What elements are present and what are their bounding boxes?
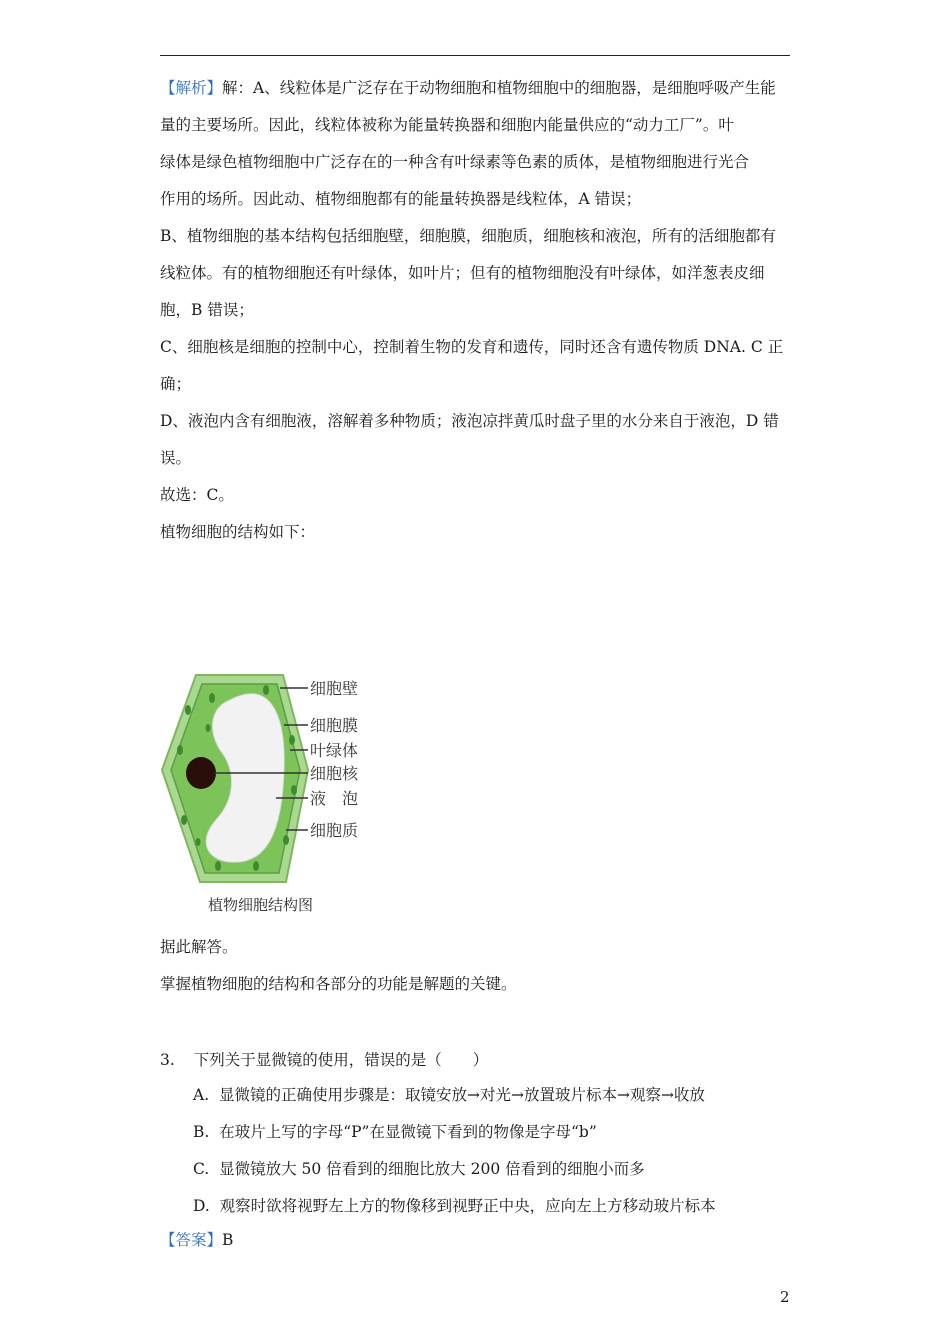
label-cell-wall: 细胞壁 <box>310 679 359 698</box>
option-d: D. 观察时欲将视野左上方的物像移到视野正中央，应向左上方移动玻片标本 <box>193 1197 716 1215</box>
plant-cell-figure <box>158 670 373 920</box>
question-stem <box>160 1048 488 1070</box>
answer-value: B <box>222 1231 234 1249</box>
question-text: 下列关于显微镜的使用，错误的是（ ） <box>193 1051 489 1069</box>
header-rule <box>160 55 790 56</box>
after-figure-line-1: 据此解答。 <box>160 938 238 956</box>
analysis-line-1: 【解析】解：A、线粒体是广泛存在于动物细胞和植物细胞中的细胞器，是细胞呼吸产生能 <box>160 79 776 97</box>
page-number: 2 <box>780 1288 790 1306</box>
plant-cell-diagram <box>158 670 373 920</box>
label-chloroplast: 叶绿体 <box>310 741 359 760</box>
analysis-line-2: 量的主要场所。因此，线粒体被称为能量转换器和细胞内能量供应的“动力工厂”。叶 <box>160 116 734 134</box>
nucleus-shape <box>186 757 216 789</box>
analysis-line-9: 确； <box>160 375 192 393</box>
analysis-line-6: 线粒体。有的植物细胞还有叶绿体，如叶片；但有的植物细胞没有叶绿体，如洋葱表皮细 <box>160 264 765 282</box>
analysis-line-12: 故选：C。 <box>160 486 234 504</box>
after-figure-line-2: 掌握植物细胞的结构和各部分的功能是解题的关键。 <box>160 975 517 993</box>
label-vacuole: 液 泡 <box>310 789 359 808</box>
label-cytoplasm: 细胞质 <box>310 821 359 840</box>
figure-caption: 植物细胞结构图 <box>208 896 314 914</box>
analysis-line-3: 绿体是绿色植物细胞中广泛存在的一种含有叶绿素等色素的质体，是植物细胞进行光合 <box>160 153 750 171</box>
analysis-line-13: 植物细胞的结构如下： <box>160 523 316 541</box>
analysis-line-7: 胞，B 错误； <box>160 301 254 319</box>
analysis-line-11: 误。 <box>160 449 192 467</box>
analysis-line-8: C、细胞核是细胞的控制中心，控制着生物的发育和遗传，同时还含有遗传物质 DNA. C 正 <box>160 338 784 356</box>
answer-line <box>160 1228 233 1250</box>
option-b: B. 在玻片上写的字母“P”在显微镜下看到的物像是字母“b” <box>193 1123 597 1141</box>
analysis-line-4: 作用的场所。因此动、植物细胞都有的能量转换器是线粒体，A 错误； <box>160 190 642 208</box>
analysis-line-10: D、液泡内含有细胞液，溶解着多种物质；液泡凉拌黄瓜时盘子里的水分来自于液泡，D 错 <box>160 412 779 430</box>
label-cell-membrane: 细胞膜 <box>310 716 359 735</box>
option-a: A. 显微镜的正确使用步骤是：取镜安放→对光→放置玻片标本→观察→收放 <box>193 1086 705 1104</box>
label-nucleus: 细胞核 <box>310 764 359 783</box>
analysis-tag: 【解析】 <box>160 79 223 97</box>
question-number: 3. <box>160 1051 175 1069</box>
analysis-line-5: B、植物细胞的基本结构包括细胞壁，细胞膜，细胞质，细胞核和液泡，所有的活细胞都有 <box>160 227 776 245</box>
answer-tag: 【答案】 <box>160 1231 223 1249</box>
option-c: C. 显微镜放大 50 倍看到的细胞比放大 200 倍看到的细胞小而多 <box>193 1160 645 1178</box>
